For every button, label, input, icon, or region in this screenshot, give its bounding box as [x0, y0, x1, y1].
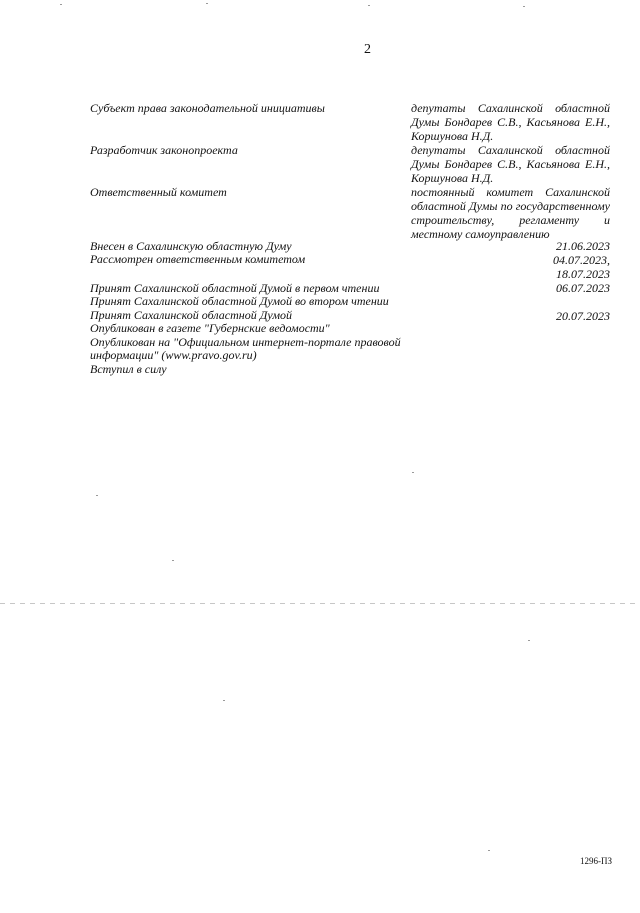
event-in-force-label: Вступил в силу [90, 362, 167, 376]
scan-speck [488, 850, 490, 851]
event-committee-label: Рассмотрен ответственным комитетом [90, 252, 306, 266]
event-first-reading-date: 06.07.2023 [556, 281, 610, 295]
subject-label: Субъект права законодательной инициативы [90, 101, 325, 115]
event-portal-label: Опубликован на "Официальном интернет-портале правовой [90, 335, 401, 349]
scan-speck [523, 6, 525, 7]
developer-label: Разработчик законопроекта [90, 143, 238, 157]
committee-value: постоянный комитет Сахалинской областной Думы по государственному строительству, регламенту и местному самоуправлению [411, 185, 610, 241]
event-second-reading-label: Принят Сахалинской областной Думой во втором чтении [90, 294, 389, 308]
scan-speck [368, 5, 370, 6]
event-portal-label-cont: информации" (www.pravo.gov.ru) [90, 348, 257, 362]
subject-value: депутаты Сахалинской областной Думы Бондарев С.В., Касьянова Е.Н., Коршунова Н.Д. [411, 101, 610, 143]
scan-speck [223, 700, 225, 701]
scan-speck [412, 472, 414, 473]
scan-speck [206, 3, 208, 4]
developer-value: депутаты Сахалинской областной Думы Бондарев С.В., Касьянова Е.Н., Коршунова Н.Д. [411, 143, 610, 185]
scan-speck [96, 495, 98, 496]
event-first-reading-label: Принят Сахалинской областной Думой в первом чтении [90, 281, 380, 295]
scan-speck [528, 640, 530, 641]
document-code: 1296-ПЗ [580, 856, 613, 866]
scan-speck [172, 560, 174, 561]
event-adopted-date: 20.07.2023 [556, 309, 610, 323]
page-number: 2 [364, 42, 371, 57]
committee-label: Ответственный комитет [90, 185, 227, 199]
event-submitted-date: 21.06.2023 [556, 239, 610, 253]
event-newspaper-label: Опубликован в газете "Губернские ведомости" [90, 321, 330, 335]
scan-speck [60, 4, 62, 5]
event-committee-date: 04.07.2023, [553, 253, 610, 267]
scan-artifact-line [0, 603, 640, 604]
event-committee-date-2: 18.07.2023 [556, 267, 610, 281]
event-submitted-label: Внесен в Сахалинскую областную Думу [90, 239, 292, 253]
event-adopted-label: Принят Сахалинской областной Думой [90, 308, 293, 322]
